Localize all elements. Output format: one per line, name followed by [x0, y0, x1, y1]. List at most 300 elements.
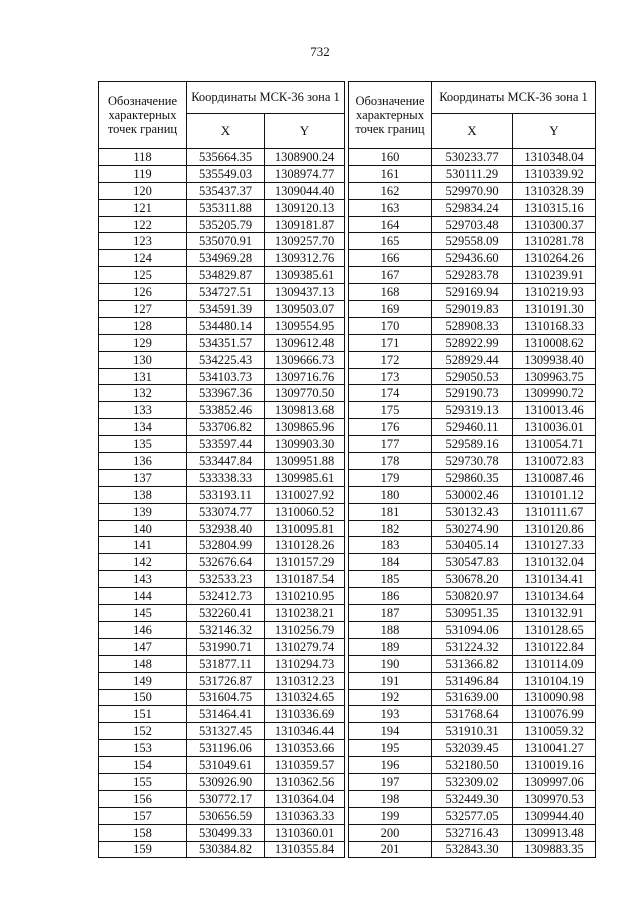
x-coordinate-cell: 529970.90 [432, 182, 513, 199]
point-number-cell: 168 [349, 284, 432, 301]
x-coordinate-cell: 531224.32 [432, 638, 513, 655]
x-coordinate-cell: 529190.73 [432, 385, 513, 402]
table-row [349, 199, 596, 216]
x-coordinate-cell: 530002.46 [432, 486, 513, 503]
table-row [349, 165, 596, 182]
table-row [99, 757, 345, 774]
x-coordinate-cell: 530772.17 [187, 790, 265, 807]
table-row [349, 334, 596, 351]
x-coordinate-cell: 529050.53 [432, 368, 513, 385]
table-row [99, 267, 345, 284]
y-coordinate-cell: 1310346.44 [265, 723, 345, 740]
point-number-cell: 151 [99, 706, 187, 723]
y-coordinate-cell: 1310328.39 [513, 182, 596, 199]
table-row [99, 368, 345, 385]
table-row [99, 773, 345, 790]
point-number-cell: 161 [349, 165, 432, 182]
x-coordinate-cell: 530820.97 [432, 588, 513, 605]
table-row [349, 250, 596, 267]
x-coordinate-cell: 533706.82 [187, 419, 265, 436]
x-coordinate-cell: 532577.05 [432, 807, 513, 824]
y-coordinate-cell: 1309044.40 [265, 182, 345, 199]
x-coordinate-cell: 531094.06 [432, 621, 513, 638]
y-coordinate-cell: 1310312.23 [265, 672, 345, 689]
table-row [349, 436, 596, 453]
y-coordinate-cell: 1310300.37 [513, 216, 596, 233]
point-number-cell: 163 [349, 199, 432, 216]
x-coordinate-cell: 535070.91 [187, 233, 265, 250]
x-coordinate-cell: 528929.44 [432, 351, 513, 368]
table-row [349, 605, 596, 622]
point-number-cell: 149 [99, 672, 187, 689]
point-number-cell: 182 [349, 520, 432, 537]
y-coordinate-cell: 1310359.57 [265, 757, 345, 774]
table-row [99, 520, 345, 537]
header-x-label: X [432, 114, 513, 149]
x-coordinate-cell: 532938.40 [187, 520, 265, 537]
table-row [99, 469, 345, 486]
x-coordinate-cell: 529019.83 [432, 301, 513, 318]
x-coordinate-cell: 529169.94 [432, 284, 513, 301]
x-coordinate-cell: 532412.73 [187, 588, 265, 605]
point-number-cell: 140 [99, 520, 187, 537]
point-number-cell: 118 [99, 149, 187, 166]
point-number-cell: 144 [99, 588, 187, 605]
table-row [99, 588, 345, 605]
y-coordinate-cell: 1309913.48 [513, 824, 596, 841]
y-coordinate-cell: 1309938.40 [513, 351, 596, 368]
table-row [349, 621, 596, 638]
point-number-cell: 153 [99, 740, 187, 757]
table-row [349, 453, 596, 470]
y-coordinate-cell: 1310134.41 [513, 571, 596, 588]
point-number-cell: 121 [99, 199, 187, 216]
point-number-cell: 131 [99, 368, 187, 385]
y-coordinate-cell: 1309554.95 [265, 317, 345, 334]
point-number-cell: 179 [349, 469, 432, 486]
x-coordinate-cell: 530111.29 [432, 165, 513, 182]
x-coordinate-cell: 529558.09 [432, 233, 513, 250]
point-number-cell: 138 [99, 486, 187, 503]
y-coordinate-cell: 1310072.83 [513, 453, 596, 470]
table-row [99, 554, 345, 571]
x-coordinate-cell: 532533.23 [187, 571, 265, 588]
point-number-cell: 125 [99, 267, 187, 284]
y-coordinate-cell: 1308974.77 [265, 165, 345, 182]
table-row [99, 284, 345, 301]
table-row [349, 503, 596, 520]
x-coordinate-cell: 535205.79 [187, 216, 265, 233]
x-coordinate-cell: 533193.11 [187, 486, 265, 503]
x-coordinate-cell: 531366.82 [432, 655, 513, 672]
table-row [99, 453, 345, 470]
point-number-cell: 164 [349, 216, 432, 233]
table-row [99, 486, 345, 503]
y-coordinate-cell: 1310036.01 [513, 419, 596, 436]
point-number-cell: 201 [349, 841, 432, 858]
table-row [349, 351, 596, 368]
point-number-cell: 198 [349, 790, 432, 807]
point-number-cell: 190 [349, 655, 432, 672]
point-number-cell: 189 [349, 638, 432, 655]
point-number-cell: 184 [349, 554, 432, 571]
x-coordinate-cell: 531768.64 [432, 706, 513, 723]
table-row [349, 554, 596, 571]
table-row [99, 216, 345, 233]
header-coords-label: Координаты МСК-36 зона 1 [187, 82, 345, 114]
table-row [99, 571, 345, 588]
y-coordinate-cell: 1309990.72 [513, 385, 596, 402]
table-row [349, 301, 596, 318]
y-coordinate-cell: 1310076.99 [513, 706, 596, 723]
x-coordinate-cell: 530384.82 [187, 841, 265, 858]
table-row [99, 740, 345, 757]
x-coordinate-cell: 530678.20 [432, 571, 513, 588]
y-coordinate-cell: 1310101.12 [513, 486, 596, 503]
header-coords-label: Координаты МСК-36 зона 1 [432, 82, 596, 114]
point-number-cell: 158 [99, 824, 187, 841]
x-coordinate-cell: 529283.78 [432, 267, 513, 284]
y-coordinate-cell: 1310256.79 [265, 621, 345, 638]
table-row [349, 385, 596, 402]
x-coordinate-cell: 530405.14 [432, 537, 513, 554]
y-coordinate-cell: 1310127.33 [513, 537, 596, 554]
x-coordinate-cell: 533338.33 [187, 469, 265, 486]
y-coordinate-cell: 1310008.62 [513, 334, 596, 351]
y-coordinate-cell: 1310095.81 [265, 520, 345, 537]
table-row [349, 689, 596, 706]
x-coordinate-cell: 530656.59 [187, 807, 265, 824]
table-row [349, 706, 596, 723]
table-row [349, 182, 596, 199]
x-coordinate-cell: 531639.00 [432, 689, 513, 706]
x-coordinate-cell: 533074.77 [187, 503, 265, 520]
point-number-cell: 178 [349, 453, 432, 470]
point-number-cell: 192 [349, 689, 432, 706]
y-coordinate-cell: 1310279.74 [265, 638, 345, 655]
x-coordinate-cell: 533967.36 [187, 385, 265, 402]
x-coordinate-cell: 534591.39 [187, 301, 265, 318]
x-coordinate-cell: 529589.16 [432, 436, 513, 453]
x-coordinate-cell: 532260.41 [187, 605, 265, 622]
y-coordinate-cell: 1310219.93 [513, 284, 596, 301]
table-row [349, 655, 596, 672]
point-number-cell: 159 [99, 841, 187, 858]
table-row [99, 233, 345, 250]
y-coordinate-cell: 1310060.52 [265, 503, 345, 520]
y-coordinate-cell: 1310210.95 [265, 588, 345, 605]
point-number-cell: 162 [349, 182, 432, 199]
x-coordinate-cell: 528922.99 [432, 334, 513, 351]
x-coordinate-cell: 531496.84 [432, 672, 513, 689]
table-row [349, 740, 596, 757]
table-row [99, 165, 345, 182]
y-coordinate-cell: 1310239.91 [513, 267, 596, 284]
y-coordinate-cell: 1310122.84 [513, 638, 596, 655]
x-coordinate-cell: 533852.46 [187, 402, 265, 419]
table-row [349, 284, 596, 301]
x-coordinate-cell: 532716.43 [432, 824, 513, 841]
point-number-cell: 134 [99, 419, 187, 436]
x-coordinate-cell: 530233.77 [432, 149, 513, 166]
point-number-cell: 132 [99, 385, 187, 402]
x-coordinate-cell: 535311.88 [187, 199, 265, 216]
point-number-cell: 160 [349, 149, 432, 166]
y-coordinate-cell: 1310013.46 [513, 402, 596, 419]
y-coordinate-cell: 1310128.26 [265, 537, 345, 554]
x-coordinate-cell: 531327.45 [187, 723, 265, 740]
x-coordinate-cell: 532449.30 [432, 790, 513, 807]
x-coordinate-cell: 534829.87 [187, 267, 265, 284]
table-row [99, 841, 345, 858]
x-coordinate-cell: 532843.30 [432, 841, 513, 858]
table-row [349, 402, 596, 419]
x-coordinate-cell: 530132.43 [432, 503, 513, 520]
y-coordinate-cell: 1310353.66 [265, 740, 345, 757]
x-coordinate-cell: 529834.24 [432, 199, 513, 216]
table-row [349, 841, 596, 858]
y-coordinate-cell: 1310362.56 [265, 773, 345, 790]
point-number-cell: 147 [99, 638, 187, 655]
x-coordinate-cell: 534727.51 [187, 284, 265, 301]
table-row [349, 638, 596, 655]
y-coordinate-cell: 1309716.76 [265, 368, 345, 385]
point-number-cell: 188 [349, 621, 432, 638]
table-row [349, 672, 596, 689]
table-row [99, 317, 345, 334]
y-coordinate-cell: 1309612.48 [265, 334, 345, 351]
x-coordinate-cell: 532309.02 [432, 773, 513, 790]
point-number-cell: 137 [99, 469, 187, 486]
point-number-cell: 145 [99, 605, 187, 622]
table-row [99, 824, 345, 841]
y-coordinate-cell: 1310134.64 [513, 588, 596, 605]
point-number-cell: 166 [349, 250, 432, 267]
table-row [349, 216, 596, 233]
table-row [349, 486, 596, 503]
y-coordinate-cell: 1310114.09 [513, 655, 596, 672]
x-coordinate-cell: 532039.45 [432, 740, 513, 757]
y-coordinate-cell: 1309666.73 [265, 351, 345, 368]
table-row [99, 199, 345, 216]
table-row [349, 723, 596, 740]
point-number-cell: 152 [99, 723, 187, 740]
header-point-label: Обозначение характерных точек границ [99, 82, 187, 149]
y-coordinate-cell: 1310111.67 [513, 503, 596, 520]
x-coordinate-cell: 532676.64 [187, 554, 265, 571]
table-row [99, 706, 345, 723]
y-coordinate-cell: 1309770.50 [265, 385, 345, 402]
x-coordinate-cell: 534351.57 [187, 334, 265, 351]
table-row [349, 419, 596, 436]
x-coordinate-cell: 535549.03 [187, 165, 265, 182]
point-number-cell: 174 [349, 385, 432, 402]
y-coordinate-cell: 1310168.33 [513, 317, 596, 334]
y-coordinate-cell: 1310324.65 [265, 689, 345, 706]
x-coordinate-cell: 533597.44 [187, 436, 265, 453]
x-coordinate-cell: 531196.06 [187, 740, 265, 757]
coordinates-table-right [348, 81, 596, 858]
x-coordinate-cell: 535664.35 [187, 149, 265, 166]
x-coordinate-cell: 534480.14 [187, 317, 265, 334]
x-coordinate-cell: 529730.78 [432, 453, 513, 470]
table-row [99, 301, 345, 318]
y-coordinate-cell: 1309963.75 [513, 368, 596, 385]
table-row [349, 773, 596, 790]
table-row [99, 807, 345, 824]
y-coordinate-cell: 1309120.13 [265, 199, 345, 216]
x-coordinate-cell: 531604.75 [187, 689, 265, 706]
point-number-cell: 171 [349, 334, 432, 351]
x-coordinate-cell: 530547.83 [432, 554, 513, 571]
point-number-cell: 139 [99, 503, 187, 520]
y-coordinate-cell: 1309997.06 [513, 773, 596, 790]
y-coordinate-cell: 1310238.21 [265, 605, 345, 622]
point-number-cell: 142 [99, 554, 187, 571]
table-row [99, 605, 345, 622]
y-coordinate-cell: 1310336.69 [265, 706, 345, 723]
y-coordinate-cell: 1309944.40 [513, 807, 596, 824]
x-coordinate-cell: 530951.35 [432, 605, 513, 622]
table-row [349, 317, 596, 334]
table-row [99, 182, 345, 199]
x-coordinate-cell: 532146.32 [187, 621, 265, 638]
point-number-cell: 177 [349, 436, 432, 453]
table-row [349, 520, 596, 537]
x-coordinate-cell: 534103.73 [187, 368, 265, 385]
point-number-cell: 154 [99, 757, 187, 774]
y-coordinate-cell: 1309951.88 [265, 453, 345, 470]
point-number-cell: 127 [99, 301, 187, 318]
table-row [349, 469, 596, 486]
table-row [99, 672, 345, 689]
point-number-cell: 195 [349, 740, 432, 757]
x-coordinate-cell: 530926.90 [187, 773, 265, 790]
point-number-cell: 143 [99, 571, 187, 588]
point-number-cell: 148 [99, 655, 187, 672]
table-row [99, 790, 345, 807]
x-coordinate-cell: 530499.33 [187, 824, 265, 841]
y-coordinate-cell: 1309813.68 [265, 402, 345, 419]
table-row [349, 537, 596, 554]
point-number-cell: 129 [99, 334, 187, 351]
table-row [349, 571, 596, 588]
y-coordinate-cell: 1310364.04 [265, 790, 345, 807]
x-coordinate-cell: 529319.13 [432, 402, 513, 419]
table-row [349, 149, 596, 166]
point-number-cell: 185 [349, 571, 432, 588]
x-coordinate-cell: 531726.87 [187, 672, 265, 689]
x-coordinate-cell: 534969.28 [187, 250, 265, 267]
x-coordinate-cell: 532804.99 [187, 537, 265, 554]
point-number-cell: 172 [349, 351, 432, 368]
point-number-cell: 200 [349, 824, 432, 841]
y-coordinate-cell: 1310157.29 [265, 554, 345, 571]
y-coordinate-cell: 1310339.92 [513, 165, 596, 182]
y-coordinate-cell: 1309257.70 [265, 233, 345, 250]
table-row [349, 807, 596, 824]
coordinates-table-left [98, 81, 345, 858]
y-coordinate-cell: 1310054.71 [513, 436, 596, 453]
point-number-cell: 124 [99, 250, 187, 267]
point-number-cell: 194 [349, 723, 432, 740]
y-coordinate-cell: 1310264.26 [513, 250, 596, 267]
table-row [349, 790, 596, 807]
x-coordinate-cell: 529703.48 [432, 216, 513, 233]
y-coordinate-cell: 1310104.19 [513, 672, 596, 689]
point-number-cell: 173 [349, 368, 432, 385]
point-number-cell: 180 [349, 486, 432, 503]
table-row [99, 385, 345, 402]
y-coordinate-cell: 1309883.35 [513, 841, 596, 858]
point-number-cell: 122 [99, 216, 187, 233]
point-number-cell: 135 [99, 436, 187, 453]
point-number-cell: 199 [349, 807, 432, 824]
table-row [99, 689, 345, 706]
table-row [99, 655, 345, 672]
point-number-cell: 123 [99, 233, 187, 250]
x-coordinate-cell: 529436.60 [432, 250, 513, 267]
y-coordinate-cell: 1310360.01 [265, 824, 345, 841]
point-number-cell: 120 [99, 182, 187, 199]
y-coordinate-cell: 1310363.33 [265, 807, 345, 824]
y-coordinate-cell: 1309985.61 [265, 469, 345, 486]
y-coordinate-cell: 1310132.91 [513, 605, 596, 622]
point-number-cell: 191 [349, 672, 432, 689]
header-x-label: X [187, 114, 265, 149]
point-number-cell: 181 [349, 503, 432, 520]
x-coordinate-cell: 535437.37 [187, 182, 265, 199]
point-number-cell: 193 [349, 706, 432, 723]
y-coordinate-cell: 1310090.98 [513, 689, 596, 706]
y-coordinate-cell: 1310120.86 [513, 520, 596, 537]
table-row [99, 638, 345, 655]
y-coordinate-cell: 1310191.30 [513, 301, 596, 318]
table-row [349, 757, 596, 774]
table-row [99, 419, 345, 436]
y-coordinate-cell: 1310059.32 [513, 723, 596, 740]
point-number-cell: 187 [349, 605, 432, 622]
y-coordinate-cell: 1310348.04 [513, 149, 596, 166]
table-row [349, 368, 596, 385]
table-row [349, 588, 596, 605]
y-coordinate-cell: 1310128.65 [513, 621, 596, 638]
table-row [99, 436, 345, 453]
y-coordinate-cell: 1310281.78 [513, 233, 596, 250]
point-number-cell: 157 [99, 807, 187, 824]
point-number-cell: 186 [349, 588, 432, 605]
point-number-cell: 165 [349, 233, 432, 250]
point-number-cell: 146 [99, 621, 187, 638]
x-coordinate-cell: 529860.35 [432, 469, 513, 486]
table-row [99, 250, 345, 267]
x-coordinate-cell: 531049.61 [187, 757, 265, 774]
y-coordinate-cell: 1310187.54 [265, 571, 345, 588]
y-coordinate-cell: 1309181.87 [265, 216, 345, 233]
point-number-cell: 126 [99, 284, 187, 301]
page-number: 732 [310, 44, 330, 59]
y-coordinate-cell: 1308900.24 [265, 149, 345, 166]
y-coordinate-cell: 1310355.84 [265, 841, 345, 858]
point-number-cell: 197 [349, 773, 432, 790]
table-row [99, 334, 345, 351]
x-coordinate-cell: 534225.43 [187, 351, 265, 368]
point-number-cell: 128 [99, 317, 187, 334]
y-coordinate-cell: 1310019.16 [513, 757, 596, 774]
x-coordinate-cell: 531910.31 [432, 723, 513, 740]
point-number-cell: 183 [349, 537, 432, 554]
point-number-cell: 170 [349, 317, 432, 334]
